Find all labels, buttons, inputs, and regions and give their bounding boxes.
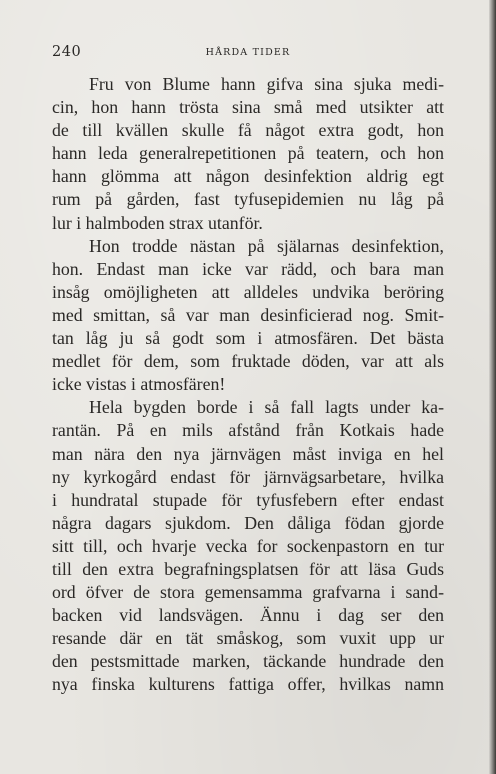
text-line: rantän. På en mils afstånd från Kotkais hade	[52, 420, 444, 441]
text-line: hon. Endast man icke var rädd, och bara man	[52, 258, 444, 279]
page-number: 240	[52, 44, 82, 60]
text-line: de till kvällen skulle få något extra godt, hon	[52, 120, 444, 141]
text-line: Hela bygden borde i så fall lagts under ka-	[89, 397, 444, 418]
text-line: i hundratal stupade för tyfusfebern efter endast	[52, 489, 444, 510]
text-line: Hon trodde nästan på själarnas desinfektion,	[89, 235, 444, 256]
text-line: medlet för dem, som fruktade döden, var att als	[52, 351, 444, 372]
running-head: HÅRDA TIDER	[205, 47, 291, 58]
text-line: ord öfver de stora gemensamma grafvarna i sand-	[52, 582, 444, 603]
text-line: hann glömma att någon desinfektion aldrig egt	[52, 166, 444, 187]
text-line: med smittan, så var man desinficierad nog. Smit-	[52, 304, 444, 325]
text-line: cin, hon hann trösta sina små med utsikter att	[52, 97, 444, 118]
text-line: icke vistas i atmosfären!	[52, 374, 226, 395]
text-line: Fru von Blume hann gifva sina sjuka medi-	[89, 74, 444, 94]
text-line: man nära den nya järnvägen måst inviga en hel	[52, 443, 444, 464]
text-line: insåg omöjligheten att alldeles undvika beröring	[52, 281, 444, 302]
text-line: backen vid landsvägen. Ännu i dag ser den	[52, 605, 444, 626]
text-line: rum på gården, fast tyfusepidemien nu låg på	[52, 189, 444, 210]
text-line: nya finska kulturens fattiga offer, hvilkas namn	[52, 674, 444, 695]
text-line: hann leda generalrepetitionen på teatern, och hon	[52, 143, 444, 164]
text-line: lur i halmboden strax utanför.	[52, 212, 263, 233]
text-line: tan låg ju så godt som i atmosfären. Det bästa	[52, 328, 444, 349]
text-line: sitt till, och hvarje vecka for sockenpastorn en tur	[52, 535, 444, 556]
body-text	[52, 73, 444, 697]
page-edge-shadow	[489, 0, 496, 774]
text-line: resande där en tät småskog, som vuxit upp ur	[52, 628, 444, 649]
text-line: ny kyrkogård endast för järnvägsarbetare, hvilka	[52, 466, 444, 487]
text-line: den pestsmittade marken, täckande hundrade den	[52, 651, 444, 672]
text-line: några dagars sjukdom. Den dåliga födan gjorde	[52, 512, 444, 533]
text-line: till den extra begrafningsplatsen för att läsa Guds	[52, 558, 444, 579]
